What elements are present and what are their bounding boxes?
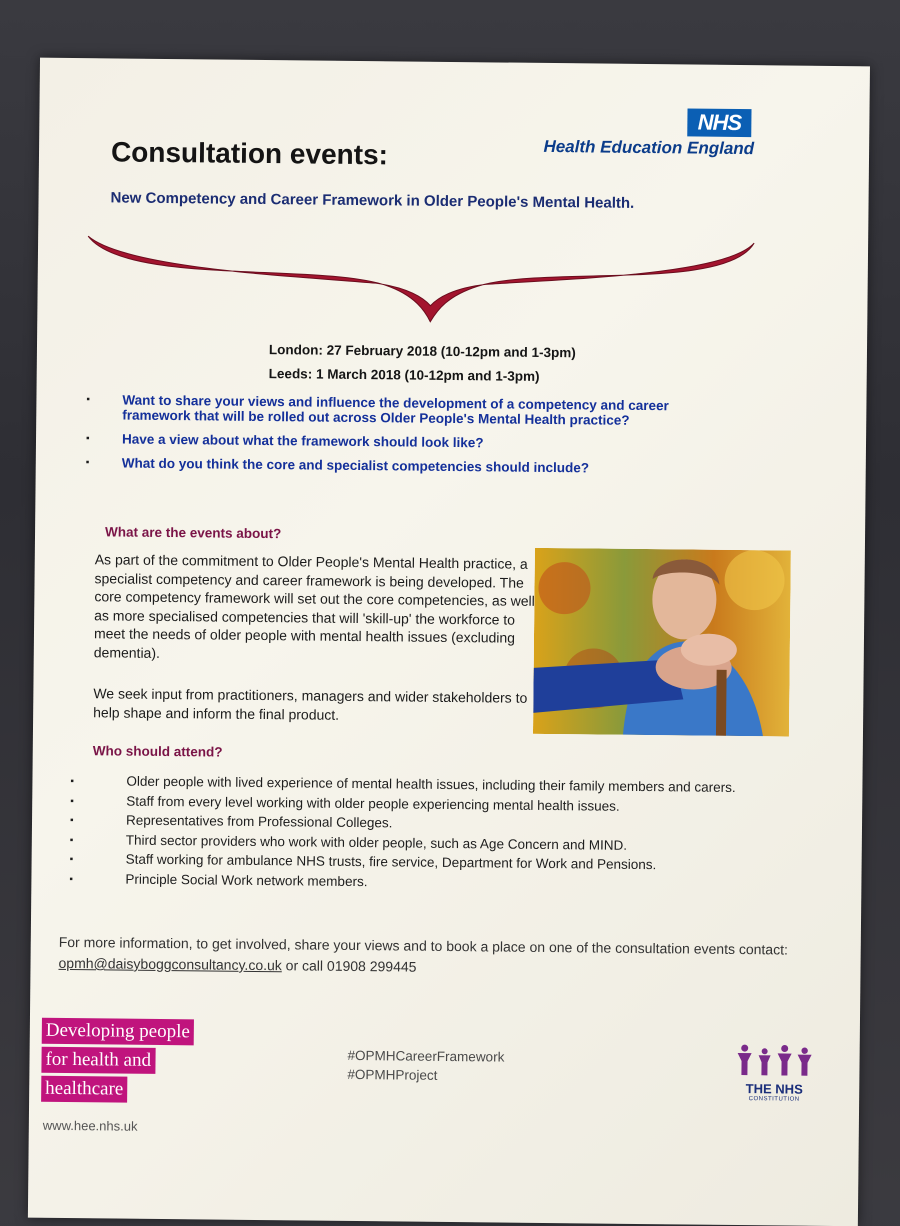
people-icon [734, 1043, 814, 1078]
contact-info [58, 932, 798, 982]
contact-text: For more information, to get involved, share your views and to book a place on one of the consultation events contact: [58, 933, 789, 958]
hashtag: #OPMHProject [347, 1066, 438, 1083]
list-item: ▪ What do you think the core and specialist competencies should include? [86, 455, 726, 477]
list-item: ▪ Staff working for ambulance NHS trusts, fire service, Department for Work and Pensions. [70, 850, 800, 875]
list-item: ▪ Staff from every level working with older people experiencing mental health issues. [70, 792, 800, 817]
input-paragraph: We seek input from practitioners, managers and wider stakeholders to help shape and inform the final product. [93, 685, 528, 723]
elderly-hands-photo [533, 548, 791, 737]
events-heading: What are the events about? [104, 524, 282, 542]
hashtag: #OPMHCareerFramework [347, 1047, 505, 1065]
tagline-line: Developing people [42, 1018, 194, 1046]
constitution-name: THE NHS [745, 1081, 803, 1097]
contact-email-link[interactable]: opmh@daisyboggconsultancy.co.uk [58, 954, 282, 974]
date-leeds: Leeds: 1 March 2018 (10-12pm and 1-3pm) [268, 366, 540, 384]
red-brace-decoration [85, 230, 756, 327]
tagline-line: for health and [41, 1047, 155, 1074]
page-title: Consultation events: [110, 136, 389, 171]
tagline-banner [41, 1018, 222, 1107]
constitution-sub: CONSTITUTION [748, 1096, 800, 1103]
list-item: ▪ Representatives from Professional Colleges. [70, 811, 800, 836]
list-item: ▪ Older people with lived experience of mental health issues, including their family members and carers. [70, 772, 800, 797]
events-paragraph: As part of the commitment to Older People's Mental Health practice, a specialist competency and career framework is being developed. The core competency framework will set out the core competencies, as well as more specialised competencies that will 'skill-up' the workforce to meet the needs of older people with mental health issues (excluding dementia). [93, 551, 535, 661]
list-item: ▪ Principle Social Work network members. [69, 870, 799, 895]
list-item: ▪ Want to share your views and influence the development of a competency and career framework that will be rolled out across Older People's Mental Health practice? [86, 392, 726, 429]
page-subtitle: New Competency and Career Framework in Older People's Mental Health. [110, 189, 635, 212]
question-list [86, 392, 727, 486]
list-item: ▪ Have a view about what the framework should look like? [86, 431, 726, 453]
attend-heading: Who should attend? [92, 743, 223, 760]
nhs-constitution-logo [729, 1043, 820, 1103]
contact-phone-text: or call 01908 299445 [281, 957, 417, 975]
list-item: ▪ Third sector providers who work with older people, such as Age Concern and MIND. [70, 831, 800, 856]
tagline-line: healthcare [41, 1076, 127, 1103]
org-name: Health Education England [543, 136, 755, 159]
hashtags [347, 1046, 504, 1086]
attend-list [69, 772, 800, 897]
nhs-logo: NHS [687, 108, 751, 137]
date-london: London: 27 February 2018 (10-12pm and 1-3pm) [268, 342, 576, 361]
website-url: www.hee.nhs.uk [42, 1117, 138, 1134]
flyer-page [28, 58, 870, 1226]
